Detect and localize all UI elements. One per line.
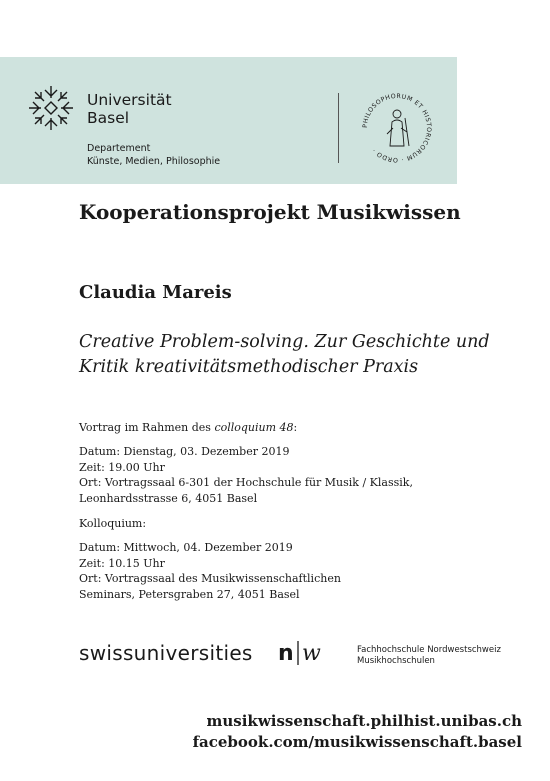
department-name xyxy=(87,142,220,168)
fhnw-name-line2: Musikhochschulen xyxy=(357,656,435,666)
fhnw-name-line1: Fachhochschule Nordwestschweiz xyxy=(357,645,501,655)
kolloquium-time: Zeit: 10.15 Uhr xyxy=(79,556,165,570)
lecture-time: Zeit: 19.00 Uhr xyxy=(79,460,165,474)
website-url[interactable]: musikwissenschaft.philhist.unibas.ch xyxy=(206,712,522,730)
project-title: Kooperationsprojekt Musikwissen xyxy=(79,200,461,224)
seal-text: PHILOSOPHORUM ET HISTORICORUM · ORDO · xyxy=(361,92,433,164)
university-name xyxy=(87,91,172,127)
svg-text:n: n xyxy=(278,641,294,666)
swissuniversities-logo: swissuniversities xyxy=(79,641,253,665)
department-line2: Künste, Medien, Philosophie xyxy=(87,156,221,167)
fhnw-logo-icon xyxy=(278,639,342,667)
svg-text:PHILOSOPHORUM ET HISTORICORUM xyxy=(362,93,432,163)
lecture-title-line2: Kritik kreativitätsmethodischer Praxis xyxy=(79,357,419,377)
facebook-url[interactable]: facebook.com/musikwissenschaft.basel xyxy=(192,733,522,751)
kolloquium-details xyxy=(79,540,341,602)
kolloquium-place-line1: Ort: Vortragssaal des Musikwissenschaftlichen xyxy=(79,572,341,585)
lecture-place-line2: Leonhardsstrasse 6, 4051 Basel xyxy=(79,491,258,505)
department-line1: Departement xyxy=(87,143,151,154)
fhnw-name xyxy=(357,645,501,667)
header-divider xyxy=(338,93,339,163)
lecture-title-line1: Creative Problem-solving. Zur Geschichte und xyxy=(79,332,490,352)
kolloquium-date: Datum: Mittwoch, 04. Dezember 2019 xyxy=(79,541,293,554)
kolloquium-place-line2: Seminars, Petersgraben 27, 4051 Basel xyxy=(79,587,300,601)
philosophisch-historische-seal-icon xyxy=(357,88,437,168)
svg-text:w: w xyxy=(302,641,321,666)
lecture-intro-suffix: : xyxy=(293,421,298,434)
lecture-intro xyxy=(79,420,297,436)
university-name-line2: Basel xyxy=(87,109,130,127)
university-name-line1: Universität xyxy=(87,91,172,109)
lecture-details xyxy=(79,444,413,506)
lecture-title xyxy=(79,330,490,380)
lecture-intro-prefix: Vortrag im Rahmen des xyxy=(79,421,215,434)
lecture-place-line1: Ort: Vortragssaal 6-301 der Hochschule für Musik / Klassik, xyxy=(79,476,413,489)
kolloquium-label: Kolloquium: xyxy=(79,517,147,530)
lecture-date: Datum: Dienstag, 03. Dezember 2019 xyxy=(79,445,290,458)
speaker-name: Claudia Mareis xyxy=(79,282,232,303)
colloquium-series: colloquium 48 xyxy=(214,421,294,434)
university-basel-logo-icon xyxy=(27,84,75,132)
